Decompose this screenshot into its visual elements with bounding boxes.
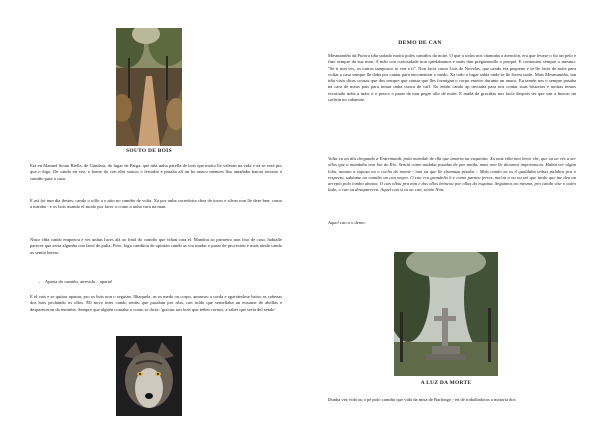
right-paragraph-1: Mesmamiño da Furora tiña sodado moito poles camiños da noite. O que a todos nos chamaba a atención, era que levase o fio un pelo e fino sempre da sua man. A mão con curiosidade non quedabamos e máis dun preguntoulle o porqué. E contoutou sempre o mesmo: "Se ti non ves, os outros tampouco to ven a ti". Non facía como Luis de Novelas, que cando era pequeno e se lle facía de noite para voltar a casa sempre lle daba por cantar para enconentrar o medo. Xa todo o lugar sabía onde se lle fixera tarde. Mais Mesmamiño, tan tiña visto dicas cousas que dos sempre que contar que lles formigan o corpo enteiro durante un anaco. Eu tamén nos o sempre pasaba na cara de meus pais para tomar unha cunca de caff. Ilo entón cando ap invitaba para nos contar suas historias e moitas temos escoitado máis a máis o o pouco o pasar de non pegar ollo de noite. E mañá de graciñas nos facía despois ter que sair a buscar un cachón no cabanote.	[328, 53, 576, 103]
right-page	[300, 0, 600, 424]
right-bottom-text: Dunha vez vida ou a pé polo camiño que vida da misa de Barlongo - en de traballadoras a maioría dos	[328, 397, 516, 402]
paragraph-2: E así foi nun día destes, cando o oillo a o nito no camiño de volta. Xa por unha corredoira chea de toxos e silvas non lle dese ben: como a miraba - e os bois usando el modo por facer o conto a unha vara na man.	[30, 198, 282, 210]
paragraph-3: Nisto víña cando empezou e vei unhas luces alá ao final do camiño que viñan cara el. Mandou ao primeiro non fixo de caso, habíalle parecer que seria algunha cun farol de pulia. Pero, logo cambiou de opinión cando as viu mudar e pasar de procesión e mais ainda cando as sentiu berrar:	[30, 237, 282, 255]
photo-caption-souto-de-bois: SOUTO DE BOIS	[126, 148, 172, 154]
section-title-demo-de-can: DEMO DE CAN	[398, 40, 442, 46]
cemetery-cross-photo	[394, 252, 498, 376]
forest-path-image	[116, 28, 182, 146]
right-final-line: Aquel can a o demo.	[328, 220, 366, 225]
wolf-image	[116, 336, 182, 416]
quote-line: – Aparta do camiño, atrevido... aparta!	[38, 279, 113, 284]
right-italic-paragraph: Volta eu un día chegando a Entremundi, pola outralde de illa que ámorta na esquinita. Xa mas víña moi lenor ebi, que xa ue vés a ser ollos que a mandaba non boi do Rio. Sentiú como andaba pisadas de par unida, mais non lle dicamos importancia. Hubia ver algún lobo, mesmo a raposa ou o cocho do monte - non xa que lle chamaza pisaba -. Máis cando xa os ó qualdaba unhas palabra pra o respecto, sabíame ao camiño un can negro. O can era grandeño h e como parneu ferres, ma'ou a ou ou xei que tardo que me deu un arrepío polo lombo abaixo. O can ollou pra min e dos ollos brincou por ollas do esquina. Seguimos ao mesmo, pro cando vise o outro lado, o can xa desapareceu. Aquel can si ta un can, senón Non.	[328, 156, 576, 193]
cemetery-cross-image	[394, 252, 498, 376]
quote-text: Aparta do camiño, atrevido... aparta!	[44, 279, 113, 284]
wolf-photo	[116, 336, 182, 416]
paragraph-1: Era en Manuel Souto Riella, de Gándara, do lugar de Parga, que tiña unha parella de bois que moito lle valeran na vida e xa se verá por que o digo. De cando en vez, o home ilo con eles soutos ó ferrador e pasaba alí un bo anaco mentres llos amañaba batora retorno ó camiño para a casa.	[30, 163, 282, 181]
paragraph-4: E el vais e se quitou apartar, pro os bois non o seguían. Ilhaquela, as os medo ou corpo, amarrou a corda e agarrándose baixo as cabezas dos bois pechando os ollos. Éll novo inter cando sentiu que pasaban por riba, con ruído que semellaba un enxame de abellas e despareceron da tentinha. Sempre que alguén contaba o conto se dicía: 'gracias aos bois que teñen cornos, a saber que sería del sendo'.	[30, 294, 282, 312]
forest-path-photo	[116, 28, 182, 146]
photo-caption-a-luz-da-morte: A LUZ DA MORTE	[420, 380, 472, 386]
